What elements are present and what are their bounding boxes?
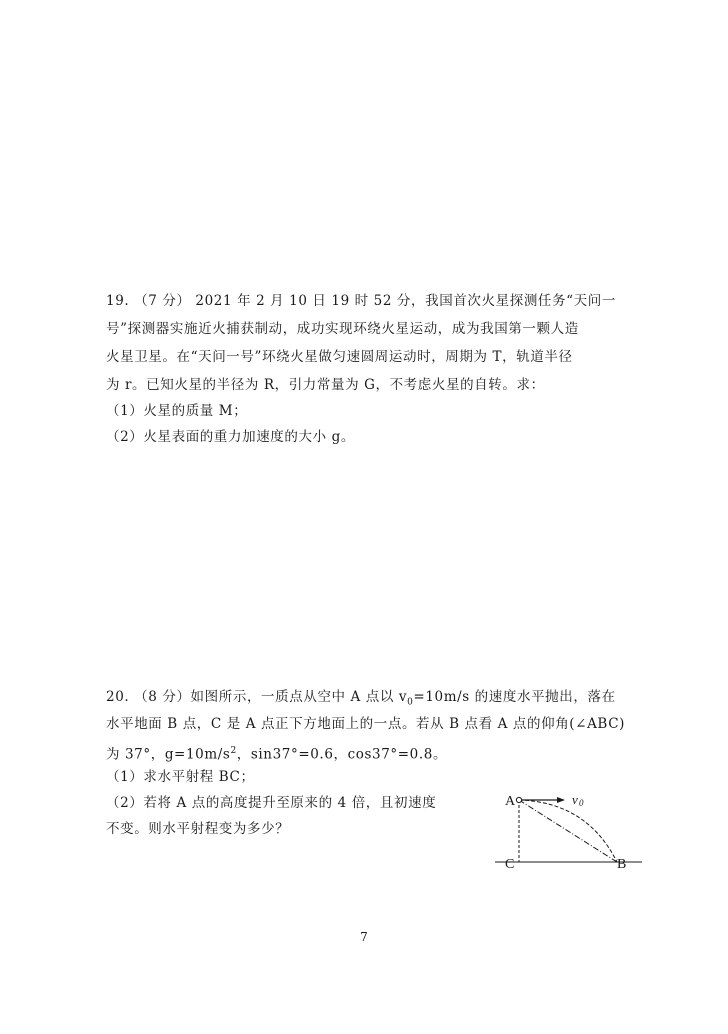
label-b: B xyxy=(617,857,627,870)
q20-line-2: 水平地面 B 点，C 是 A 点正下方地面上的一点。若从 B 点看 A 点的仰角(∠ABC) xyxy=(106,716,625,732)
q19-part-1: （1）火星的质量 M； xyxy=(106,403,248,419)
q20-part-1: （1）求水平射程 BC； xyxy=(106,769,255,785)
label-a: A xyxy=(505,794,516,809)
q20-g-superscript: 2 xyxy=(230,746,237,756)
projectile-diagram-svg xyxy=(492,790,647,870)
projectile-diagram xyxy=(492,790,647,870)
q19-line-1: 19. （7 分） 2021 年 2 月 10 日 19 时 52 分，我国首次火星探测任务“天问一 xyxy=(106,293,616,309)
q20-line-1-b: =10m/s 的速度水平抛出，落在 xyxy=(413,689,616,705)
q20-part-2a: （2）若将 A 点的高度提升至原来的 4 倍，且初速度 xyxy=(106,795,437,811)
q19-part-2: （2）火星表面的重力加速度的大小 g。 xyxy=(106,429,355,445)
label-v: v xyxy=(572,792,578,807)
q20-line-3 xyxy=(106,742,447,764)
label-v-subscript: 0 xyxy=(579,798,584,808)
q20-line-1 xyxy=(106,688,616,712)
q20-v0-subscript: 0 xyxy=(407,697,414,708)
q19-line-4: 为 r。已知火星的半径为 R，引力常量为 G，不考虑火星的自转。求： xyxy=(106,377,545,393)
line-of-sight-ab xyxy=(519,800,617,862)
q19-line-3: 火星卫星。在“天问一号”环绕火星做匀速圆周运动时，周期为 T，轨道半径 xyxy=(106,349,573,365)
q20-line-3-b: ，sin37°=0.6，cos37°=0.8。 xyxy=(236,746,448,763)
label-c: C xyxy=(505,857,515,870)
velocity-arrowhead xyxy=(557,797,565,803)
q20-part-2b: 不变。则水平射程变为多少？ xyxy=(106,821,290,837)
q20-line-3-a: 为 37°，g=10m/s xyxy=(106,746,231,763)
point-a-marker xyxy=(516,797,521,802)
page-number: 7 xyxy=(360,930,368,944)
q20-line-1-a: 20. （8 分）如图所示，一质点从空中 A 点以 v xyxy=(106,689,408,705)
q19-line-2: 号”探测器实施近火捕获制动，成功实现环绕火星运动，成为我国第一颗人造 xyxy=(106,321,579,337)
